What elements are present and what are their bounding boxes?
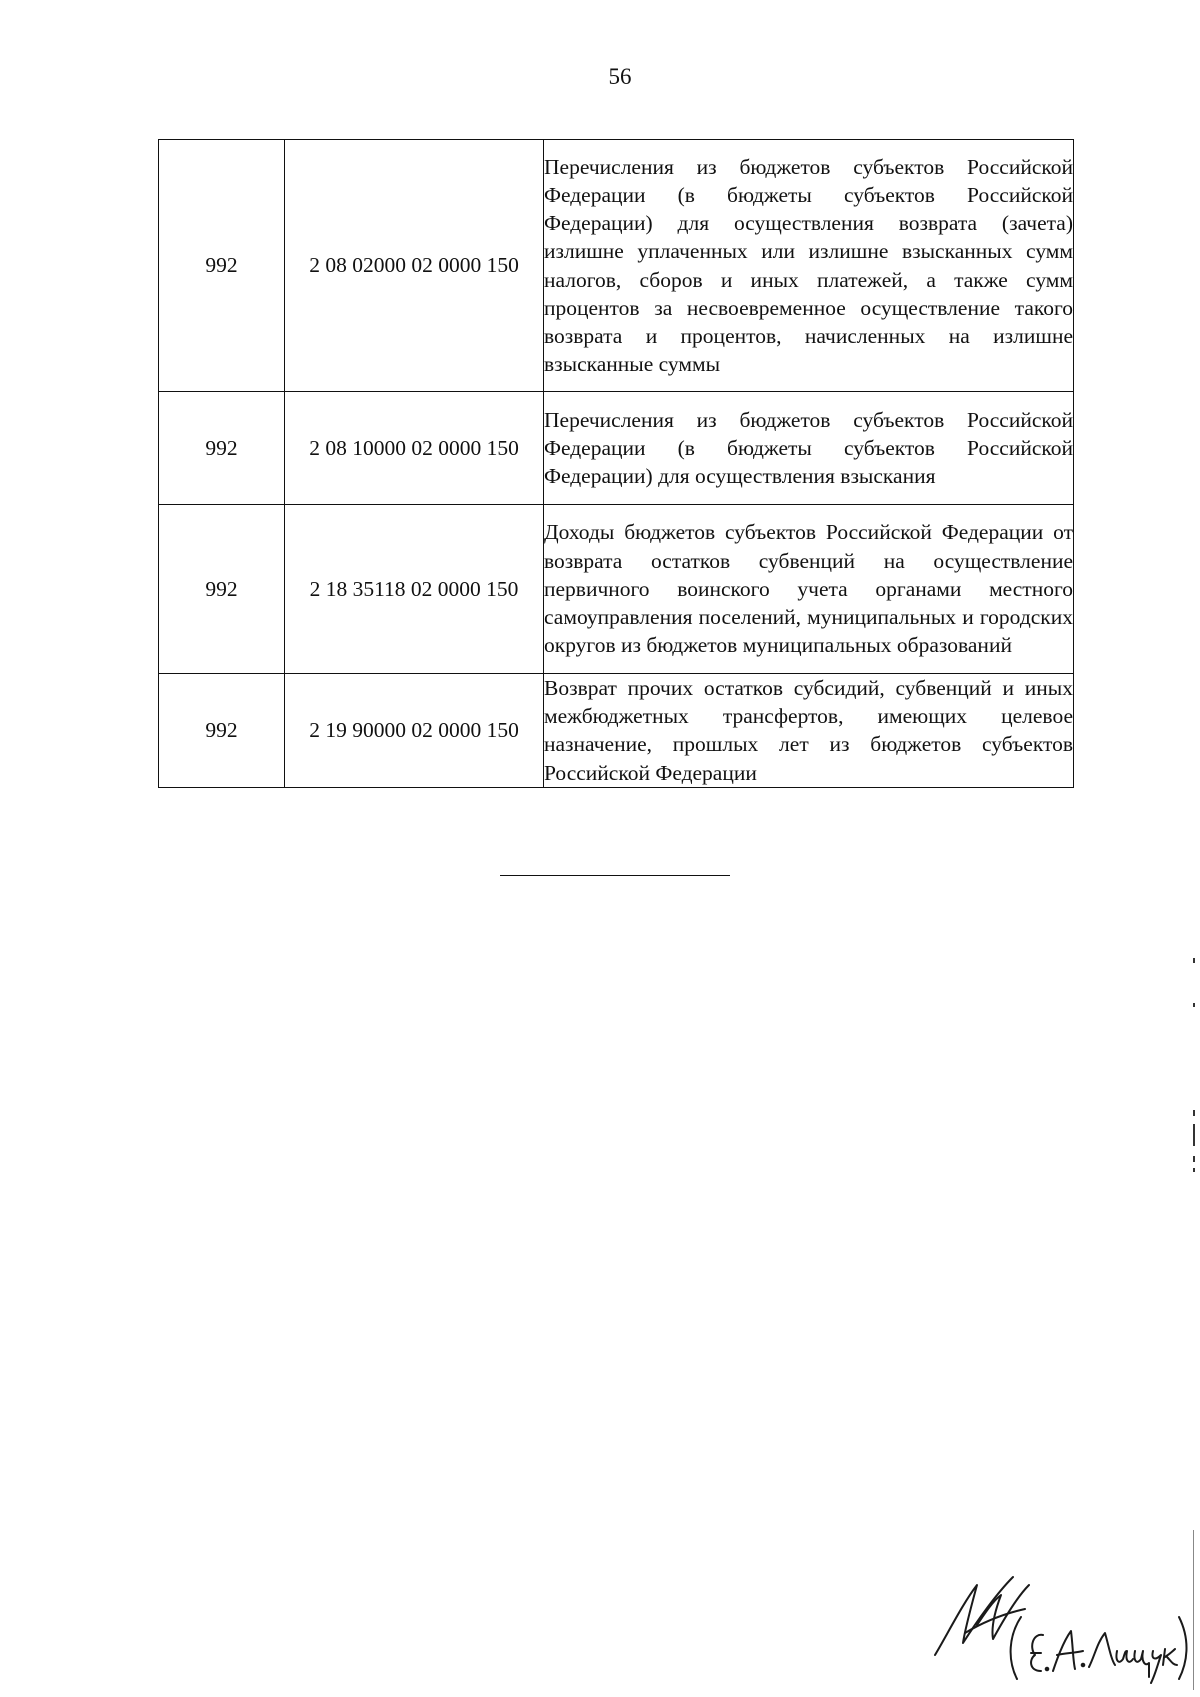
description-cell: Доходы бюджетов субъектов Российской Федерации от возврата остатков субвенций на осуществление первичного воинского учета органами местного самоуправления поселений, муниципальных и городских округов из бюджетов муниципальных образований <box>544 505 1074 674</box>
description-cell: Перечисления из бюджетов субъектов Российской Федерации (в бюджеты субъектов Российской Федерации) для осуществления возврата (зачета) излишне уплаченных или излишне взысканных сумм налогов, сборов и иных платежей, а также сумм процентов за несвоевременное осуществление такого возврата и процентов, начисленных на излишне взысканные суммы <box>544 140 1074 392</box>
table-row <box>159 140 1074 392</box>
table-row <box>159 392 1074 505</box>
admin-code-cell: 992 <box>159 140 285 392</box>
admin-code-cell: 992 <box>159 392 285 505</box>
income-code-cell: 2 08 10000 02 0000 150 <box>285 392 544 505</box>
handwritten-signature <box>925 1555 1193 1690</box>
page-number: 56 <box>608 64 632 89</box>
description-cell: Возврат прочих остатков субсидий, субвенций и иных межбюджетных трансфертов, имеющих целевое назначение, прошлых лет из бюджетов субъектов Российской Федерации <box>544 674 1074 788</box>
income-code-cell: 2 08 02000 02 0000 150 <box>285 140 544 392</box>
budget-codes-table <box>158 139 1074 788</box>
scan-edge-marks <box>1193 0 1197 1697</box>
end-of-document-rule <box>500 875 730 876</box>
admin-code-cell: 992 <box>159 674 285 788</box>
admin-code-cell: 992 <box>159 505 285 674</box>
table-row <box>159 505 1074 674</box>
table-row <box>159 674 1074 788</box>
income-code-cell: 2 18 35118 02 0000 150 <box>285 505 544 674</box>
income-code-cell: 2 19 90000 02 0000 150 <box>285 674 544 788</box>
description-cell: Перечисления из бюджетов субъектов Российской Федерации (в бюджеты субъектов Российской Федерации) для осуществления взыскания <box>544 392 1074 505</box>
